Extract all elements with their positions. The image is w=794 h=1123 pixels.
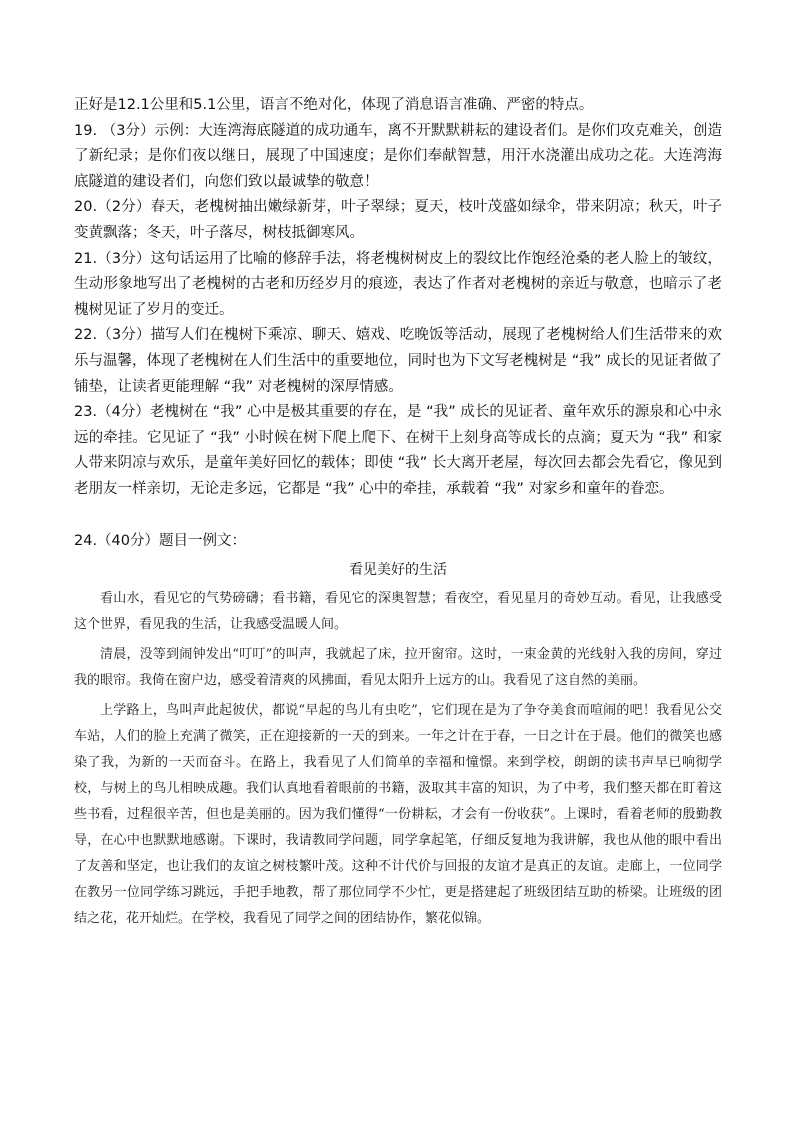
essay-title: 看见美好的生活 [349,561,447,578]
answer-19: 19. （3分）示例：大连湾海底隧道的成功通车，离不开默默耕耘的建设者们。是你们攻克难关，创造了新纪录；是你们夜以继日，展现了中国速度；是你们奉献智慧，用汗水浇灌出成功之花。大连湾海底隧道的建设者们，向您们致以最诚挚的敬意！ [74,122,722,190]
answer-21: 21.（3分）这句话运用了比喻的修辞手法，将老槐树树皮上的裂纹比作饱经沧桑的老人脸上的皱纹，生动形象地写出了老槐树的古老和历经岁月的痕迹，表达了作者对老槐树的亲近与敬意，也暗示了老槐树见证了岁月的变迁。 [74,250,722,318]
answer-22: 22.（3分）描写人们在槐树下乘凉、聊天、嬉戏、吃晚饭等活动，展现了老槐树给人们生活带来的欢乐与温馨，体现了老槐树在人们生活中的重要地位，同时也为下文写老槐树是 “我” 成长的见证者做了铺垫，让读者更能理解 “我” 对老槐树的深厚情感。 [74,327,722,395]
essay-paragraph-2: 清晨，没等到闹钟发出“叮叮”的叫声，我就起了床，拉开窗帘。这时，一束金黄的光线射入我的房间，穿过我的眼帘。我倚在窗户边，感受着清爽的风拂面，看见太阳升上远方的山。我看见了这自然的美丽。 [74,646,722,688]
essay-label: 24.（40分）题目一例文： [74,532,247,549]
essay-paragraph-1: 看山水，看见它的气势磅礴；看书籍，看见它的深奥智慧；看夜空，看见星月的奇妙互动。看见，让我感受这个世界，看见我的生活，让我感受温暖人间。 [74,590,722,632]
answer-23: 23.（4分）老槐树在 “我” 心中是极其重要的存在，是 “我” 成长的见证者、童年欢乐的源泉和心中永远的牵挂。它见证了 “我” 小时候在树下爬上爬下、在树干上刻身高等成长的点滴；夏天为 “我” 和家人带来阴凉与欢乐，是童年美好回忆的载体；即使 “我” 长大离开老屋，每次回去都会先看它，像见到老朋友一样亲切，无论走多远，它都是 “我” 心中的牵挂，承载着 “我” 对家乡和童年的眷恋。 [74,404,722,497]
answer-18-tail: 正好是12.1公里和5.1公里，语言不绝对化，体现了消息语言准确、严密的特点。 [74,97,594,113]
answer-20: 20.（2分）春天，老槐树抽出嫩绿新芽，叶子翠绿；夏天，枝叶茂盛如绿伞，带来阴凉；秋天，叶子变黄飘落；冬天，叶子落尽，树枝抵御寒风。 [74,199,722,241]
document-page [74,93,722,936]
essay-paragraph-3: 上学路上，鸟叫声此起彼伏，都说“早起的鸟儿有虫吃”，它们现在是为了争夺美食而喧闹的吧！我看见公交车站，人们的脸上充满了微笑，正在迎接新的一天的到来。一年之计在于春，一日之计在于晨。他们的微笑也感染了我，为新的一天而奋斗。在路上，我看见了人们简单的幸福和憧憬。来到学校，朗朗的读书声早已响彻学校，与树上的鸟儿相映成趣。我们认真地看着眼前的书籍，汲取其丰富的知识，为了中考，我们整天都在盯着这些书看，过程很辛苦，但也是美丽的。因为我们懂得“一份耕耘，才会有一份收获”。上课时，看着老师的殷勤教导，在心中也默默地感谢。下课时，我请教同学问题，同学拿起笔，仔细反复地为我讲解，我也从他的眼中看出了友善和坚定，也让我们的友谊之树枝繁叶茂。这种不计代价与回报的友谊才是真正的友谊。走廊上，一位同学在教另一位同学练习跳远，手把手地教，帮了那位同学不少忙，更是搭建起了班级团结互助的桥梁。让班级的团结之花，花开灿烂。在学校，我看见了同学之间的团结协作，繁花似锦。 [74,702,722,926]
